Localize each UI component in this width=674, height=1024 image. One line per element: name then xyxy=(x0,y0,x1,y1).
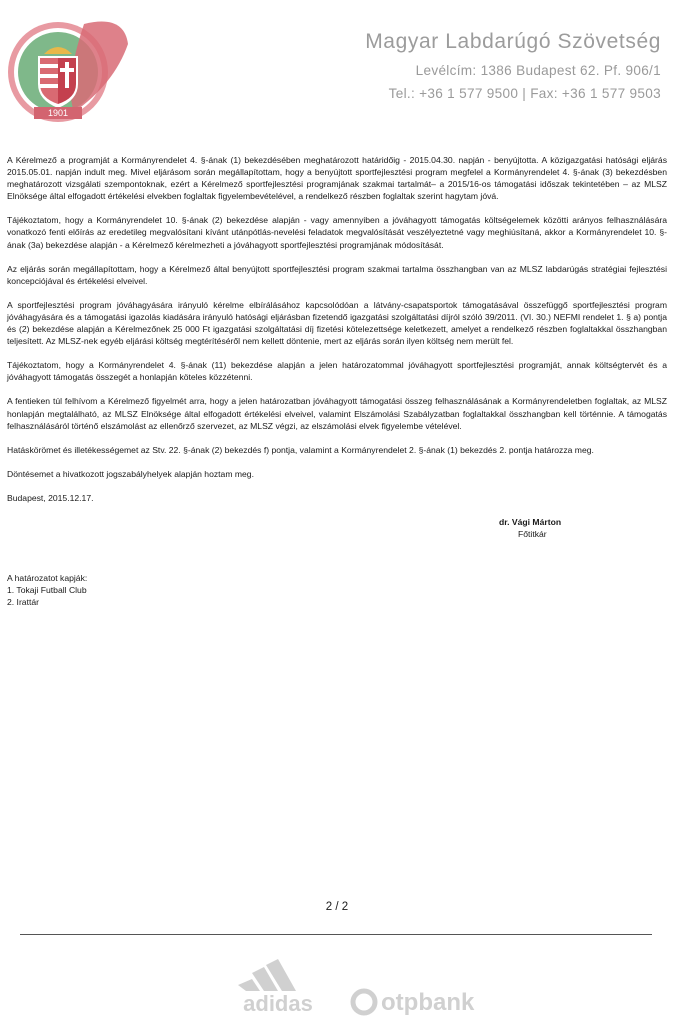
recipients-block xyxy=(7,572,667,608)
otpbank-logo xyxy=(350,978,485,1020)
recipient-item: 1. Tokaji Futball Club xyxy=(7,585,87,596)
document-body xyxy=(7,154,667,608)
footer-divider xyxy=(20,934,652,935)
adidas-logo xyxy=(232,955,324,1017)
org-address: Levélcím: 1386 Budapest 62. Pf. 906/1 xyxy=(415,63,661,78)
paragraph: A sportfejlesztési program jóváhagyására irányuló kérelme elbírálásához kapcsolódóan a látvány-csapatsportok támogatásával összefüggő sportfejlesztési program jóváhagyására és a támogatási igazolás kiadására irányuló hatósági eljárásban fizetendő igazgatási szolgáltatási díjról szóló 39/2011. (VI. 30.) NEFMI rendelet 1. § a) pontja és (2) bekezdése alapján a Kérelmezőnek 25 000 Ft igazgatási szolgáltatási díj fizetési kötelezettsége keletkezett, amelyet a rendelkező részben foglaltakkal összhangban teljesített. Az MLSZ-nek egyéb eljárási költség megtérítéséről nem kellett döntenie, mert az eljárás során ilyen költség nem merült fel. xyxy=(7,299,667,347)
paragraph: Tájékoztatom, hogy a Kormányrendelet 4. §-ának (11) bekezdése alapján a jelen határozatommal jóváhagyott sportfejlesztési programját, annak költségtervét és a jóváhagyott támogatás összegét a honlapján köteles közzétenni. xyxy=(7,360,667,383)
page-number: 2 / 2 xyxy=(325,901,349,913)
org-phone-fax: Tel.: +36 1 577 9500 | Fax: +36 1 577 9503 xyxy=(388,86,661,101)
date-place: Budapest, 2015.12.17. xyxy=(7,492,94,503)
org-name: Magyar Labdarúgó Szövetség xyxy=(365,30,661,53)
paragraph: Hatáskörömet és illetékességemet az Stv. 22. §-ának (2) bekezdés f) pontja, valamint a Kormányrendelet 2. §-ának (1) bekezdés 2. pontja határozza meg. xyxy=(7,444,594,455)
logo-year: 1901 xyxy=(47,108,69,118)
paragraph: Tájékoztatom, hogy a Kormányrendelet 10. §-ának (2) bekezdése alapján - vagy amennyiben a jóváhagyott támogatás költségelemek közötti arányos felhasználására vonatkozó fenti előírás az eredetileg megvalósítani kívánt utánpótlás-nevelési feladatok megvalósítását veszélyeztetné vagy meghiúsítaná, akkor a Kormányrendelet 10. §-ának (3a) bekezdése alapján - a Kérelmező kérelmezheti a jóváhagyott sportfejlesztési programjának módosítását. xyxy=(7,215,667,250)
adidas-wordmark: adidas xyxy=(243,991,313,1016)
signature-title: Főtitkár xyxy=(518,528,547,539)
paragraph: Az eljárás során megállapítottam, hogy a Kérelmező által benyújtott sportfejlesztési program szakmai tartalma összhangban van az MLSZ labdarúgás stratégiai fejlesztési koncepciójával és értékelési elveivel. xyxy=(7,263,667,286)
otpbank-wordmark: otpbank xyxy=(381,989,475,1016)
paragraph: Döntésemet a hivatkozott jogszabályhelyek alapján hoztam meg. xyxy=(7,468,254,479)
mlsz-logo xyxy=(4,4,134,128)
recipients-heading: A határozatot kapják: xyxy=(7,572,88,583)
signature-block xyxy=(7,516,667,546)
recipient-item: 2. Irattár xyxy=(7,597,39,608)
paragraph: A fentieken túl felhívom a Kérelmező figyelmét arra, hogy a jelen határozatban jóváhagyott támogatási összeg felhasználásának a Kormányrendeletben foglaltak, az MLSZ honlapján megtalálható, az MLSZ Elnöksége által elfogadott értékelési elveivel, valamint Elszámolási Szabályzatban foglaltakkal összhangban kell történnie. A támogatás felhasználásáról történő elszámolást az ellenőrző szervezet, az MLSZ végzi, az elszámolási elvek figyelembe vételével. xyxy=(7,396,667,431)
signature-name: dr. Vági Márton xyxy=(499,516,562,527)
paragraph: A Kérelmező a programját a Kormányrendelet 4. §-ának (1) bekezdésében meghatározott határidőig - 2015.04.30. napján - benyújtotta. A közigazgatási hatósági eljárás 2015.05.01. napján indult meg. Mivel eljárásom során megállapítottam, hogy a benyújtott sportfejlesztési program megfelel a Kormányrendelet 4. §-ának (3) bekezdésben meghatározott vizsgálati szempontoknak, ezért a Kérelmező sportfejlesztési programjának szakmai tartalmát– a 2015/16-os támogatási időszak tekintetében – az MLSZ Elnöksége által elfogadott értékelési elvekben foglaltak figyelembevételével, a rendelkező részben foglaltak szerint hagytam jóvá. xyxy=(7,155,667,202)
